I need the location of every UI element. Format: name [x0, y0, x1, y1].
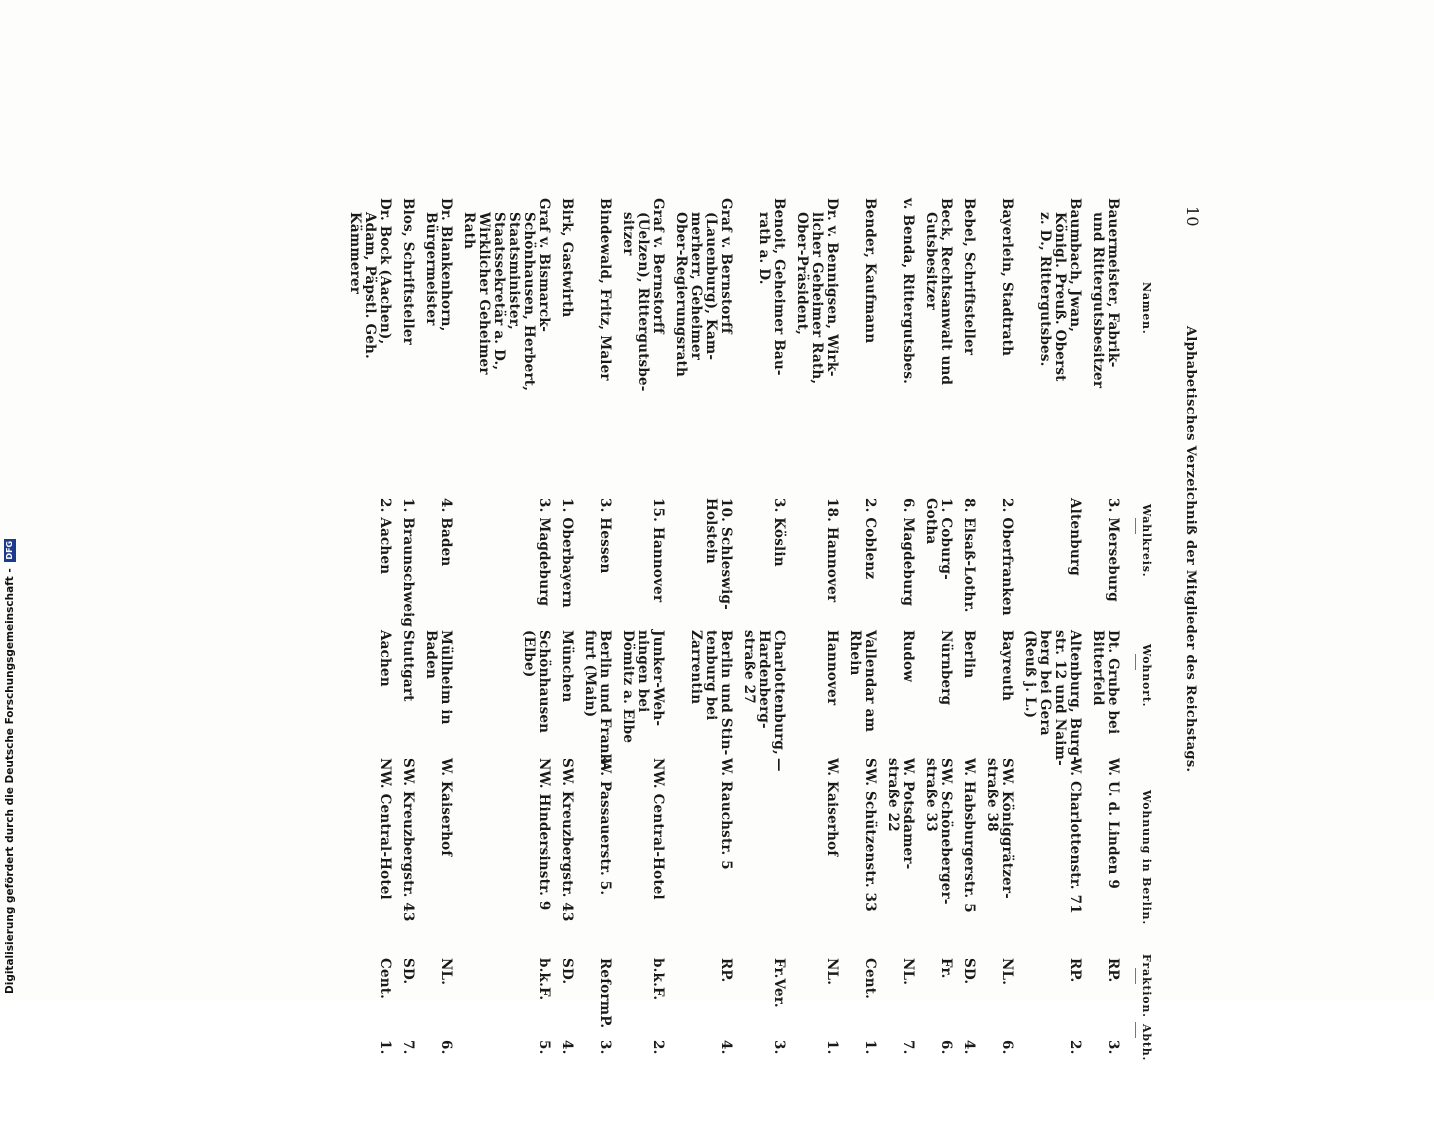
- member-fraktion: Cent.: [862, 958, 878, 1000]
- member-fraktion: NL.: [438, 958, 454, 986]
- member-wohnort: Müllheim in: [438, 630, 454, 725]
- page-title: Alphabetisches Verzeichniß der Mitglieder des Reichstags.: [1183, 326, 1198, 773]
- member-wohnung: SW. Schützenstr. 33: [862, 758, 878, 912]
- member-name: Rath: [461, 212, 477, 250]
- member-name: Schönhausen, Herbert,: [521, 212, 537, 392]
- member-wohnung: W. Habsburgerstr. 5: [961, 758, 977, 913]
- page-content: [347, 198, 1202, 1138]
- member-name: Dr. v. Bennigsen, Wirk-: [824, 198, 840, 377]
- footer-banner: [2, 540, 18, 994]
- member-wohnort: furt (Main): [582, 630, 598, 718]
- member-fraktion: b.k.F.: [650, 958, 666, 1001]
- member-abth: 1.: [862, 1040, 878, 1055]
- member-fraktion: b.k.F.: [536, 958, 552, 1001]
- member-name: licher Geheimer Rath,: [809, 212, 825, 385]
- column-header-wohnort: Wohnort.: [1140, 644, 1153, 708]
- member-wohnort: str. 12 und Naim-: [1052, 630, 1068, 766]
- member-fraktion: RP.: [1067, 958, 1083, 983]
- member-name: Bender, Kaufmann: [862, 198, 878, 344]
- member-wahlkreis: 2. Aachen: [377, 498, 393, 575]
- member-wohnort: Rudow: [900, 630, 916, 683]
- member-fraktion: ReformP.: [597, 958, 613, 1029]
- header-rule: [1135, 968, 1136, 984]
- member-wohnung: W. Kaiserhof: [824, 758, 840, 857]
- member-name: Beck, Rechtsanwalt und: [938, 198, 954, 386]
- column-header-abth: Abth.: [1140, 1024, 1153, 1062]
- member-abth: 5.: [536, 1040, 552, 1055]
- member-wohnung: straße 33: [923, 758, 939, 832]
- member-fraktion: Fr.: [938, 958, 954, 979]
- member-fraktion: Fr.Ver.: [771, 958, 787, 1008]
- member-wahlkreis: 1. Braunschweig: [400, 498, 416, 628]
- member-wohnung: NW. Central-Hotel: [650, 758, 666, 900]
- member-name: Kämmerer: [347, 212, 363, 295]
- member-wahlkreis: Holstein: [703, 498, 719, 564]
- member-name: merherr, Geheimer: [688, 212, 704, 361]
- member-wohnort: Zarrentin: [688, 630, 704, 705]
- member-wohnort: München: [559, 630, 575, 703]
- member-fraktion: SD.: [400, 958, 416, 985]
- member-name: Bayerlein, Stadtrath: [999, 198, 1015, 357]
- header-rule: [1135, 654, 1136, 670]
- member-fraktion: SD.: [559, 958, 575, 985]
- member-name: z. D., Rittergutsbes.: [1037, 212, 1053, 367]
- member-wohnung: W. Rauchstr. 5: [718, 758, 734, 870]
- member-wohnung: SW. Kreuzbergstr. 43: [559, 758, 575, 922]
- member-name: rath a. D.: [756, 212, 772, 285]
- member-wohnort: Dömitz a. Elbe: [620, 630, 636, 744]
- member-name: Blos, Schriftsteller: [400, 198, 416, 345]
- member-name: Königl. Preuß. Oberst: [1052, 212, 1068, 382]
- member-directory: [347, 198, 1202, 1138]
- member-fraktion: Cent.: [377, 958, 393, 1000]
- member-name: Birk, Gastwirth: [559, 198, 575, 318]
- member-fraktion: SD.: [961, 958, 977, 985]
- column-header-wohnung: Wohnung in Berlin.: [1140, 790, 1153, 925]
- member-name: Ober-Regierungsrath: [673, 212, 689, 377]
- member-wohnort: ningen bei: [635, 630, 651, 713]
- member-wohnung: W. Passauerstr. 5.: [597, 758, 613, 896]
- member-wohnort: Hardenberg-: [756, 630, 772, 729]
- member-name: (Lauenburg), Kam-: [703, 212, 719, 361]
- member-wohnort: berg bei Gera: [1037, 630, 1053, 736]
- member-wohnort: straße 27: [741, 630, 757, 704]
- member-wahlkreis: 18. Hannover: [824, 498, 840, 603]
- member-wahlkreis: 1. Coburg-: [938, 498, 954, 580]
- member-wohnung: W. Potsdamer-: [900, 758, 916, 870]
- member-wohnort: Berlin und Stin-: [718, 630, 734, 756]
- member-abth: 6.: [999, 1040, 1015, 1055]
- dfg-logo: DFG: [5, 540, 14, 560]
- member-wohnort: Aachen: [377, 630, 393, 687]
- member-wahlkreis: 4. Baden: [438, 498, 454, 567]
- member-wohnort: (Reuß j. L.): [1022, 630, 1038, 719]
- member-wahlkreis: Altenburg: [1067, 498, 1083, 576]
- member-abth: 7.: [400, 1040, 416, 1055]
- member-wohnung: straße 38: [984, 758, 1000, 832]
- member-wohnort: Vallendar am: [862, 630, 878, 733]
- member-name: Baumbach, Jwan,: [1067, 198, 1083, 333]
- member-wohnort: Charlottenburg,: [771, 630, 787, 755]
- member-wohnort: tenburg bei: [703, 630, 719, 721]
- member-name: Graf v. Bismarck-: [536, 198, 552, 333]
- member-name: sitzer: [620, 212, 636, 256]
- member-name: Bindewald, Fritz, Maler: [597, 198, 613, 381]
- member-wohnung: SW. Schöneberger-: [938, 758, 954, 905]
- member-abth: 1.: [377, 1040, 393, 1055]
- member-name: Bauermeister, Fabrik-: [1105, 198, 1121, 368]
- member-name: Staatssekretär a. D.,: [491, 212, 507, 371]
- member-wohnort: Schönhausen: [536, 630, 552, 734]
- member-name: Benoit, Geheimer Bau-: [771, 198, 787, 376]
- member-fraktion: RP.: [1105, 958, 1121, 983]
- member-name: Ober-Präsident,: [794, 212, 810, 336]
- member-wohnort: Baden: [423, 630, 439, 680]
- member-name: Graf v. Bernstorff: [718, 198, 734, 334]
- member-fraktion: NL.: [824, 958, 840, 986]
- member-wahlkreis: 3. Hessen: [597, 498, 613, 574]
- member-abth: 2.: [1067, 1040, 1083, 1055]
- member-wohnort: Dt. Grube bei: [1105, 630, 1121, 735]
- member-abth: 7.: [900, 1040, 916, 1055]
- member-wohnort: Junker-Weh-: [650, 630, 666, 727]
- member-name: Wirklicher Geheimer: [476, 212, 492, 375]
- member-wohnort: (Elbe): [521, 630, 537, 678]
- member-wohnort: Berlin und Frank-: [597, 630, 613, 769]
- member-name: v. Benda, Rittergutsbes.: [900, 198, 916, 385]
- member-name: Gutsbesitzer: [923, 212, 939, 310]
- member-wahlkreis: 1. Oberbayern: [559, 498, 575, 608]
- member-name: Graf v. Bernstorff: [650, 198, 666, 334]
- member-wohnort: Stuttgart: [400, 630, 416, 702]
- member-abth: 4.: [961, 1040, 977, 1055]
- member-wahlkreis: 15. Hannover: [650, 498, 666, 603]
- member-wohnort: Bayreuth: [999, 630, 1015, 702]
- column-header-wahlkreis: Wahlkreis.: [1140, 504, 1153, 578]
- member-wohnung: W. Kaiserhof: [438, 758, 454, 857]
- member-wahlkreis: 10. Schleswig-: [718, 498, 734, 610]
- member-abth: 2.: [650, 1040, 666, 1055]
- member-wohnung: NW. Hindersinstr. 9: [536, 758, 552, 911]
- member-wohnung: straße 22: [885, 758, 901, 832]
- member-name: Dr. Blankenhorn,: [438, 198, 454, 332]
- member-name: Dr. Bock (Aachen),: [377, 198, 393, 345]
- member-wohnung: —: [771, 758, 787, 772]
- member-fraktion: NL.: [900, 958, 916, 986]
- member-wohnort: Nürnberg: [938, 630, 954, 706]
- member-wohnort: Berlin: [961, 630, 977, 679]
- column-header-fraktion: Fraktion.: [1140, 954, 1153, 1018]
- member-name: (Uelzen), Rittergutsbe-: [635, 212, 651, 392]
- member-wahlkreis: 3. Köslin: [771, 498, 787, 567]
- member-wahlkreis: 3. Merseburg: [1105, 498, 1121, 602]
- member-abth: 4.: [559, 1040, 575, 1055]
- header-rule: [1135, 1022, 1136, 1038]
- member-wahlkreis: 8. Elsaß-Lothr.: [961, 498, 977, 613]
- member-name: Bebel, Schriftsteller: [961, 198, 977, 356]
- member-wahlkreis: 2. Oberfranken: [999, 498, 1015, 616]
- member-name: Staatsminister,: [506, 212, 522, 330]
- member-name: Adam, Päpstl. Geh.: [362, 212, 378, 359]
- member-wohnung: NW. Central-Hotel: [377, 758, 393, 900]
- member-abth: 4.: [718, 1040, 734, 1055]
- member-fraktion: NL.: [999, 958, 1015, 986]
- member-fraktion: RP.: [718, 958, 734, 983]
- funding-notice: [2, 540, 18, 994]
- header-rule: [1135, 518, 1136, 534]
- member-wohnung: W. Charlottenstr. 71: [1067, 758, 1083, 914]
- member-abth: 6.: [438, 1040, 454, 1055]
- page-number: 10: [1183, 206, 1202, 227]
- member-wohnung: SW. Kreuzbergstr. 43: [400, 758, 416, 922]
- member-wohnort: Altenburg, Burg-: [1067, 630, 1083, 763]
- member-wahlkreis: 6. Magdeburg: [900, 498, 916, 607]
- member-name: und Rittergutsbesitzer: [1090, 212, 1106, 389]
- member-wahlkreis: 2. Coblenz: [862, 498, 878, 580]
- member-name: Bürgermeister: [423, 212, 439, 326]
- member-wahlkreis: 3. Magdeburg: [536, 498, 552, 607]
- member-wohnung: SW. Königgrätzer-: [999, 758, 1015, 899]
- member-wohnort: Rhein: [847, 630, 863, 676]
- member-abth: 3.: [597, 1040, 613, 1055]
- member-wohnort: Hannover: [824, 630, 840, 706]
- member-wohnort: Bitterfeld: [1090, 630, 1106, 706]
- member-abth: 1.: [824, 1040, 840, 1055]
- rotated-page: [262, 198, 1202, 1062]
- funding-text: Digitalisierung gefördert durch die Deutsche Forschungsgemeinschaft -: [4, 568, 16, 994]
- member-abth: 3.: [1105, 1040, 1121, 1055]
- member-wahlkreis: Gotha: [923, 498, 939, 545]
- member-wohnung: W. U. d. Linden 9: [1105, 758, 1121, 890]
- member-abth: 6.: [938, 1040, 954, 1055]
- column-header-name: Namen.: [1140, 282, 1153, 335]
- member-abth: 3.: [771, 1040, 787, 1055]
